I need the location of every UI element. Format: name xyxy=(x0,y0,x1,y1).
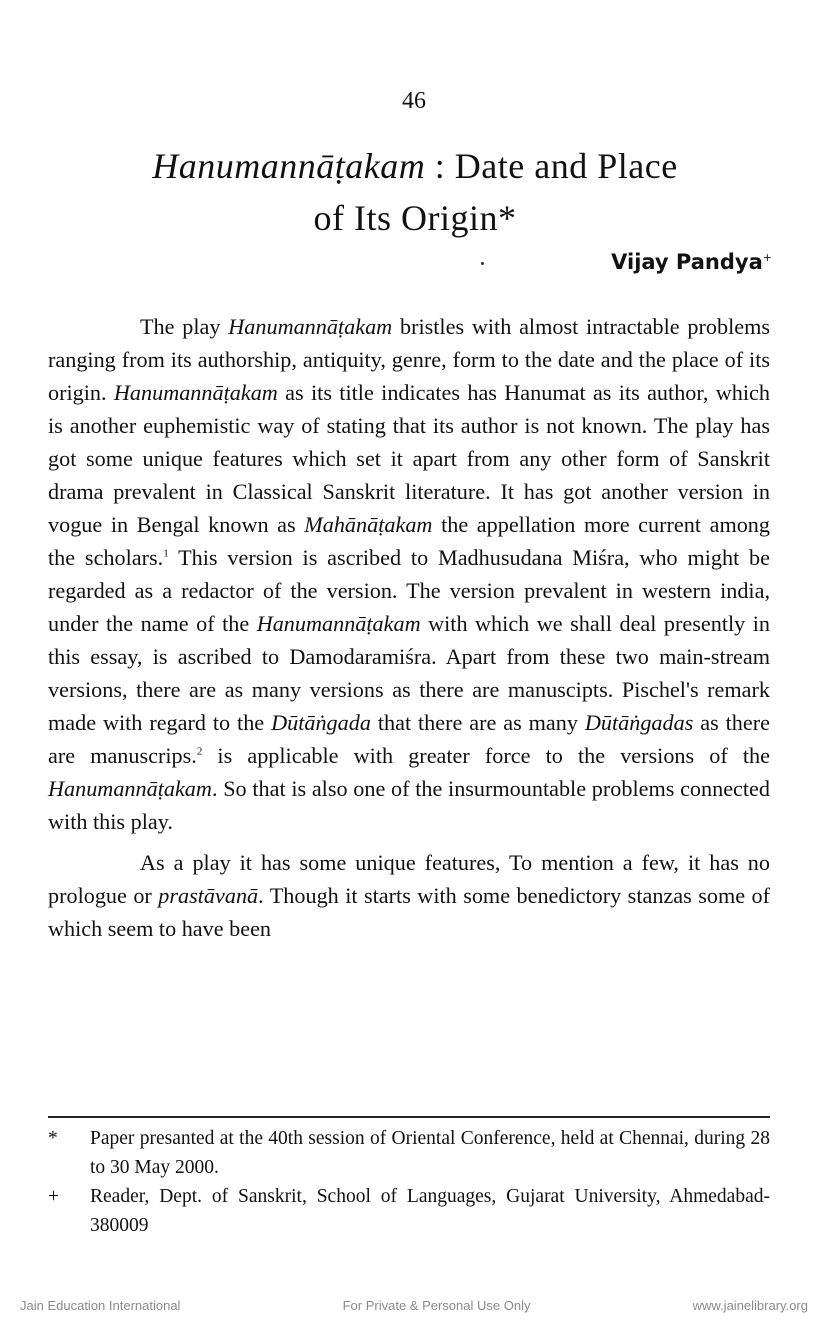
page-footer xyxy=(20,1298,808,1313)
text-run: as its title indicates has Hanumat as its author, which is another euphemistic way of stating that its author is not known. The play has got some unique features which set it apart from any other form of Sanskrit drama prevalent in Classical Sanskrit literature. It has got another version in vogue in Bengal known as xyxy=(48,380,770,537)
paragraph xyxy=(48,846,770,945)
author-mark: + xyxy=(762,251,772,264)
title-line-2: of Its Origin* xyxy=(313,198,517,238)
footnote-mark: * xyxy=(48,1128,58,1149)
text-run: that there are as many xyxy=(370,710,585,735)
footnote-mark: + xyxy=(48,1186,59,1207)
text-run: As a play it has some unique features, To mention a few, it has no prologue or xyxy=(48,850,770,908)
footer-right: www.jainelibrary.org xyxy=(692,1298,808,1313)
stray-dot xyxy=(481,262,484,265)
italic-term: Hanumannāṭakam xyxy=(113,380,278,405)
footer-left: Jain Education International xyxy=(20,1298,181,1313)
text-run: This version is ascribed to Madhusudana Miśra, who might be regarded as a redactor of the version. The version prevalent in western india, under the name of the xyxy=(48,545,770,636)
footnote-text: Reader, Dept. of Sanskrit, School of Languages, Gujarat University, Ahmedabad-380009 xyxy=(90,1186,770,1236)
text-run: bristles with almost intractable problems ranging from its authorship, antiquity, genre, form to the date and the place of its origin. xyxy=(48,314,770,405)
italic-term: Hanumannāṭakam xyxy=(256,611,421,636)
footnote xyxy=(48,1124,770,1182)
footnote-text: Paper presanted at the 40th session of Oriental Conference, held at Chennai, during 28 to 30 May 2000. xyxy=(90,1128,770,1178)
text-run: is applicable with greater force to the versions of the xyxy=(202,743,770,768)
article-body xyxy=(48,310,770,945)
italic-term: Hanumannāṭakam xyxy=(228,314,393,339)
paragraph xyxy=(48,310,770,838)
article-title xyxy=(60,140,770,244)
text-run: as there are manuscrips. xyxy=(48,710,770,768)
footer-center: For Private & Personal Use Only xyxy=(342,1298,531,1313)
title-line-1 xyxy=(60,140,770,192)
text-run: . Though it starts with some benedictory stanzas some of which seem to have been xyxy=(48,883,770,941)
text-run: . So that is also one of the insurmountable problems connected with this play. xyxy=(48,776,770,834)
page-number: 46 xyxy=(402,88,426,114)
italic-term: prastāvanā xyxy=(158,883,259,908)
author-byline xyxy=(611,250,772,274)
text-run: the appellation more current among the scholars. xyxy=(48,512,770,570)
author-name: Vijay Pandya xyxy=(611,250,763,274)
footnote xyxy=(48,1182,770,1240)
italic-term: Mahānāṭakam xyxy=(304,512,433,537)
text-run: The play xyxy=(140,314,229,339)
italic-term: Dūtāṅgada xyxy=(271,710,371,735)
footnote-rule xyxy=(48,1116,770,1118)
footnotes xyxy=(48,1124,770,1240)
italic-term: Dūtāṅgadas xyxy=(584,710,694,735)
footnote-ref: 1 xyxy=(163,547,169,560)
italic-term: Hanumannāṭakam xyxy=(48,776,212,801)
title-italic: Hanumannāṭakam xyxy=(152,146,426,186)
title-rest: : Date and Place xyxy=(425,146,678,186)
footnote-ref: 2 xyxy=(196,745,203,758)
text-run: with which we shall deal presently in this essay, is ascribed to Damodaramiśra. Apart from these two main-stream versions, there are as many versions as there are manuscipts. Pischel's remark made with regard to the xyxy=(48,611,770,735)
